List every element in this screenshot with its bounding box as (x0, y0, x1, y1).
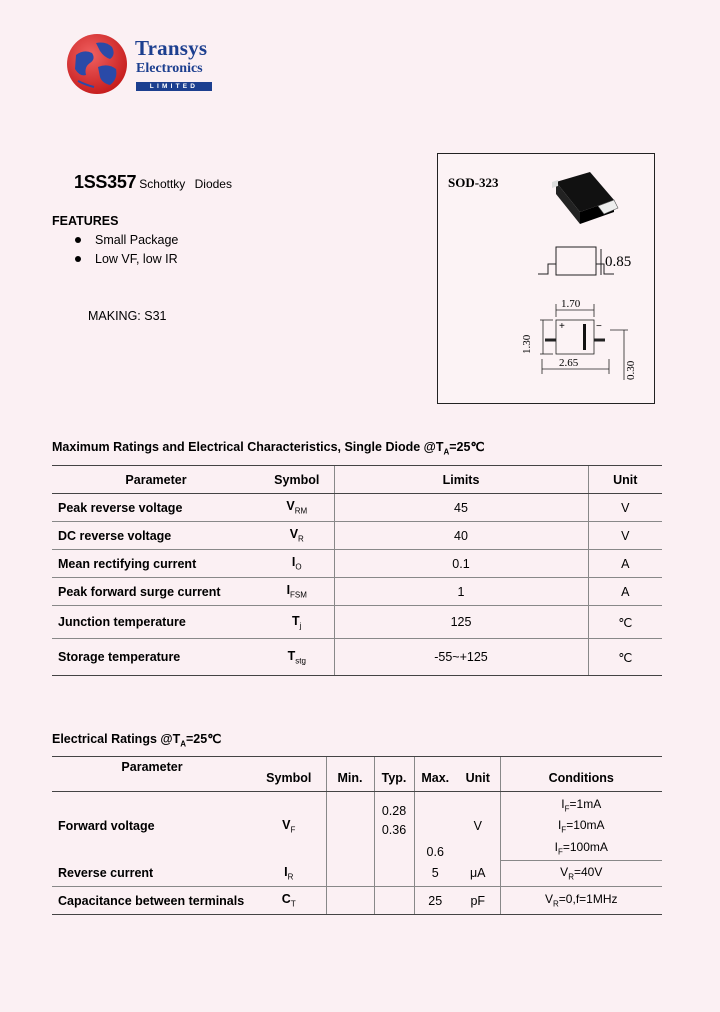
table-row: Reverse current $I_R$ 5 μA $V_R=40V$ (52, 861, 662, 887)
features-heading: FEATURES (52, 214, 119, 228)
product-description: Schottky Diodes (139, 177, 232, 191)
table-row: Peak forward surge current $I_{FSM}$ 1 A (52, 578, 662, 606)
bullet-icon (75, 237, 81, 243)
column-header: Unit (456, 757, 500, 792)
package-side-view (538, 247, 614, 275)
lead-dimension: 0.30 (625, 360, 637, 380)
column-header: Parameter (52, 757, 252, 792)
plus-icon: + (559, 321, 565, 332)
table-header-row (52, 466, 662, 494)
column-header: Symbol (252, 757, 326, 792)
package-name: SOD-323 (448, 175, 499, 190)
feature-item: Low VF, low IR (75, 252, 178, 266)
table-row: Storage temperature $T_{stg}$ -55~+125 ℃ (52, 639, 662, 676)
column-header: Typ. (374, 757, 414, 792)
column-header: Min. (326, 757, 374, 792)
elec-ratings-table (52, 756, 662, 915)
column-header: Symbol (260, 466, 334, 494)
table-row: Mean rectifying current $I_O$ 0.1 A (52, 550, 662, 578)
table-row: Junction temperature $T_j$ 125 ℃ (52, 606, 662, 639)
column-header: Conditions (500, 757, 662, 792)
column-header: Max. (414, 757, 456, 792)
brand-subtitle: Electronics (136, 61, 203, 76)
length-dimension: 2.65 (559, 357, 579, 369)
column-header: Unit (588, 466, 662, 494)
width-dimension: 1.70 (561, 298, 581, 310)
brand-limited: LIMITED (136, 82, 212, 91)
part-number: 1SS357 (74, 172, 137, 192)
max-ratings-table (52, 465, 662, 676)
package-drawing (437, 153, 655, 404)
table-row: Peak reverse voltage $V_{RM}$ 45 V (52, 494, 662, 522)
feature-item: Small Package (75, 233, 178, 247)
minus-icon: − (596, 321, 602, 332)
globe-logo-icon (66, 33, 128, 95)
brand-name: Transys (135, 36, 208, 60)
height-dimension: 0.85 (605, 254, 632, 270)
table-row: Forward voltage $V_F$ 0.28 0.36 0.6 V $I_F=1mA$ $I_F=10mA$ $I_F=100mA$ (52, 792, 662, 861)
product-title (74, 172, 232, 193)
table-header-row (52, 757, 662, 792)
elec-ratings-title: Electrical Ratings $@T_A=25℃$ (52, 732, 222, 749)
table-row: DC reverse voltage $V_R$ 40 V (52, 522, 662, 550)
body-height-dimension: 1.30 (521, 334, 533, 354)
max-ratings-title: Maximum Ratings and Electrical Characteristics, Single Diode $@T_A=25℃$ (52, 440, 485, 457)
column-header: Limits (334, 466, 588, 494)
package-3d-icon (552, 172, 618, 224)
table-row: Capacitance between terminals $C_T$ 25 pF $V_R=0,f=1MHz$ (52, 887, 662, 915)
column-header: Parameter (52, 466, 260, 494)
marking-code: MAKING: S31 (88, 309, 167, 323)
bullet-icon (75, 256, 81, 262)
